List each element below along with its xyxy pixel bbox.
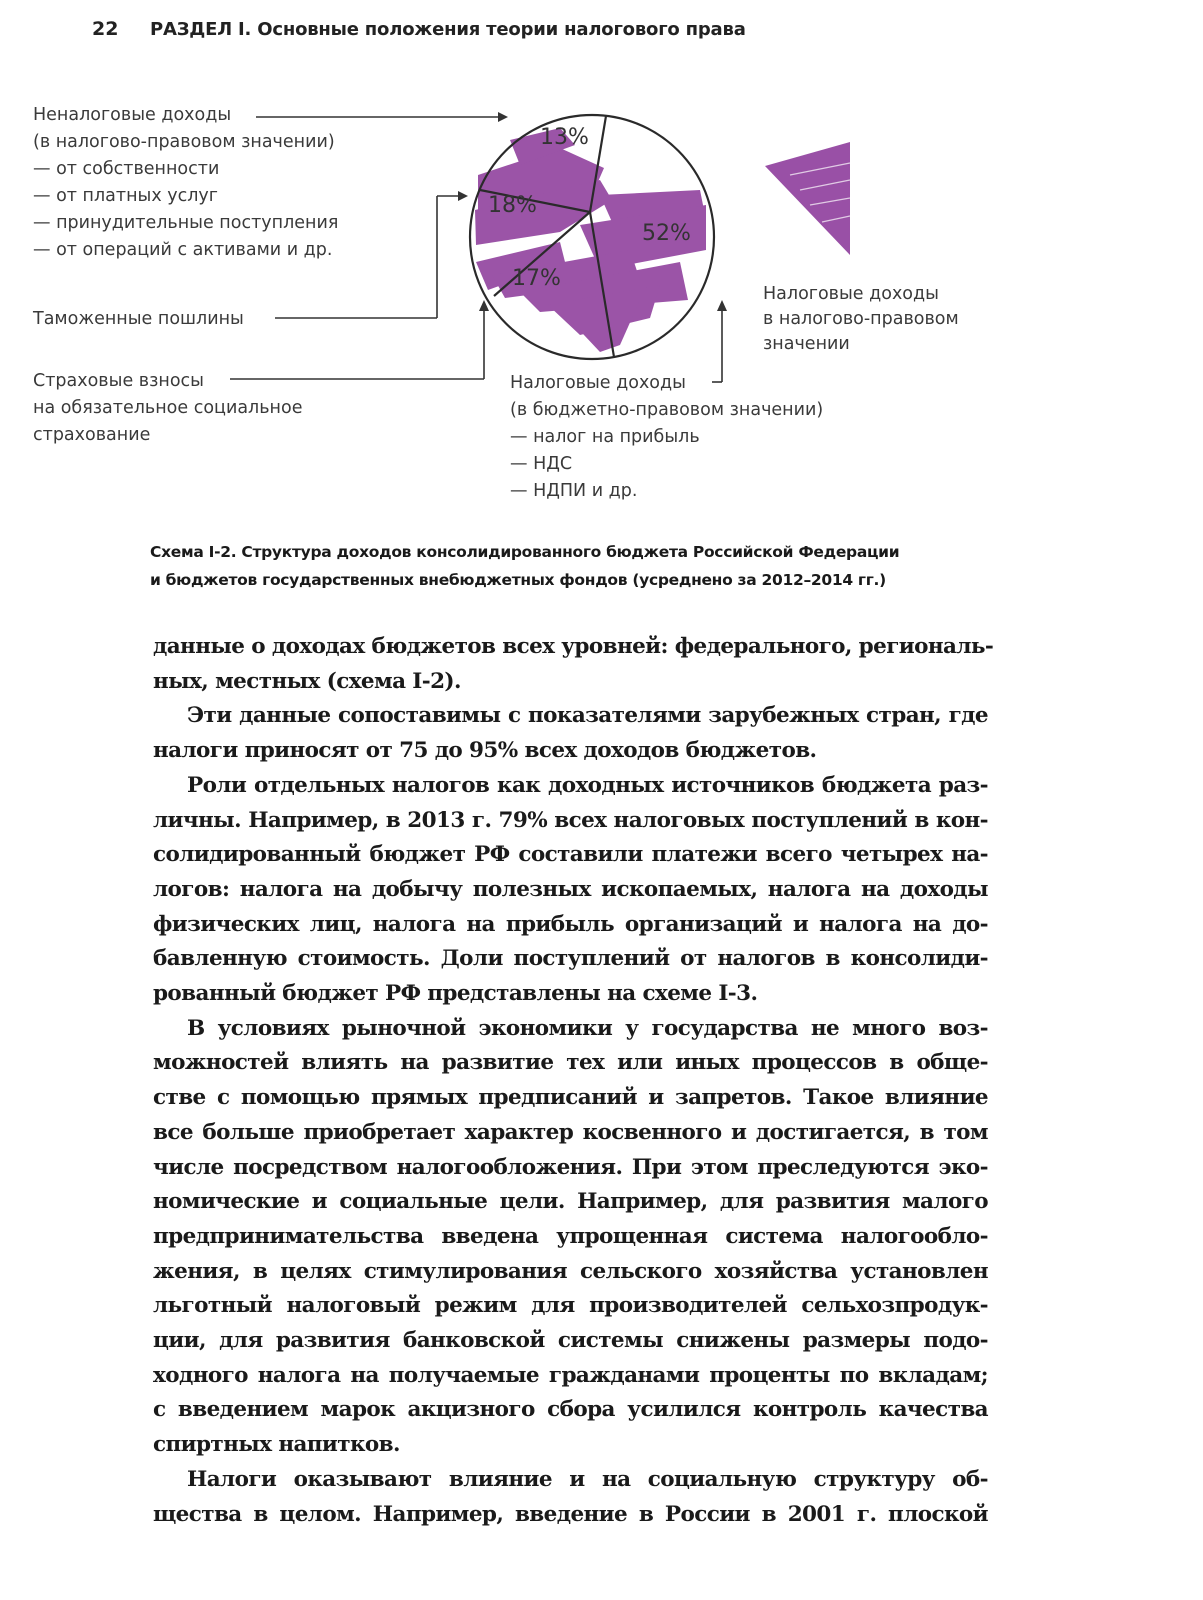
pie-label-18: 18%	[488, 193, 537, 218]
text-line: щества в целом. Например, введение в России в 2001 г. плоской	[153, 1501, 988, 1527]
text-line: солидированный бюджет РФ составили платежи всего четырех на-	[153, 842, 988, 868]
caption-line: и бюджетов государственных внебюджетных фондов (усреднено за 2012–2014 гг.)	[150, 571, 886, 589]
page-number: 22	[92, 18, 119, 40]
figure-caption	[150, 538, 990, 594]
page-header	[92, 18, 992, 48]
text-line: спиртных напитков.	[153, 1432, 400, 1458]
tax-income-budget-label: Налоговые доходы (в бюджетно-правовом значении) — налог на прибыль — НДС — НДПИ и др.	[510, 373, 824, 501]
text-line: числе посредством налогообложения. При этом преследуются эко-	[153, 1154, 988, 1180]
body-text	[153, 630, 994, 1532]
text-line: ходного налога на получаемые гражданами проценты по вкладам;	[153, 1362, 988, 1388]
text-line: личны. Например, в 2013 г. 79% всех налоговых поступлений в кон-	[153, 807, 988, 833]
text-line: льготный налоговый режим для производителей сельхозпродук-	[153, 1293, 988, 1319]
text-line: логов: налога на добычу полезных ископаемых, налога на доходы	[153, 876, 988, 902]
text-line: все больше приобретает характер косвенного и достигается, в том	[153, 1119, 988, 1145]
text-line: ных, местных (схема I-2).	[153, 668, 461, 694]
pie-label-52: 52%	[642, 221, 691, 246]
text-line: Налоги оказывают влияние и на социальную структуру об-	[187, 1466, 988, 1492]
text-line: налоги приносят от 75 до 95% всех доходов бюджетов.	[153, 738, 817, 764]
insurance-contributions-label: Страховые взносы на обязательное социальное страхование	[33, 371, 303, 445]
text-line: Роли отдельных налогов как доходных источников бюджета раз-	[187, 772, 988, 798]
pie-label-13: 13%	[540, 125, 589, 150]
text-line: бавленную стоимость. Доли поступлений от налогов в консолиди-	[153, 946, 988, 972]
text-line: жения, в целях стимулирования сельского хозяйства установлен	[153, 1258, 988, 1284]
tax-income-legal-label: Налоговые доходы в налогово-правовом значении	[763, 284, 959, 354]
text-line: с введением марок акцизного сбора усилился контроль качества	[153, 1397, 988, 1423]
tax-wedge	[765, 142, 850, 255]
text-line: стве с помощью прямых предписаний и запретов. Такое влияние	[153, 1085, 988, 1111]
caption-line: Схема I-2. Структура доходов консолидированного бюджета Российской Федерации	[150, 543, 900, 561]
text-line: можностей влиять на развитие тех или иных процессов в обще-	[153, 1050, 988, 1076]
text-line: ции, для развития банковской системы снижены размеры подо-	[153, 1328, 988, 1354]
customs-duties-label: Таможенные пошлины	[33, 309, 244, 329]
non-tax-income-label: Неналоговые доходы (в налогово-правовом значении) — от собственности — от платных услуг — принудительные поступления — от операций с активами и др.	[33, 105, 339, 260]
text-line: предпринимательства введена упрощенная система налогообло-	[153, 1223, 988, 1249]
text-line: рованный бюджет РФ представлены на схеме I-3.	[153, 981, 758, 1007]
text-line: данные о доходах бюджетов всех уровней: федерального, региональ-	[153, 634, 994, 659]
text-line: номические и социальные цели. Например, для развития малого	[153, 1189, 988, 1215]
text-line: физических лиц, налога на прибыль организаций и налога на до-	[153, 911, 988, 937]
text-line: В условиях рыночной экономики у государства не много воз-	[187, 1015, 988, 1041]
income-structure-diagram	[0, 80, 1203, 520]
pie-label-17: 17%	[512, 266, 561, 291]
running-title: РАЗДЕЛ I. Основные положения теории налогового права	[150, 19, 746, 40]
text-line: Эти данные сопоставимы с показателями зарубежных стран, где	[187, 703, 988, 729]
